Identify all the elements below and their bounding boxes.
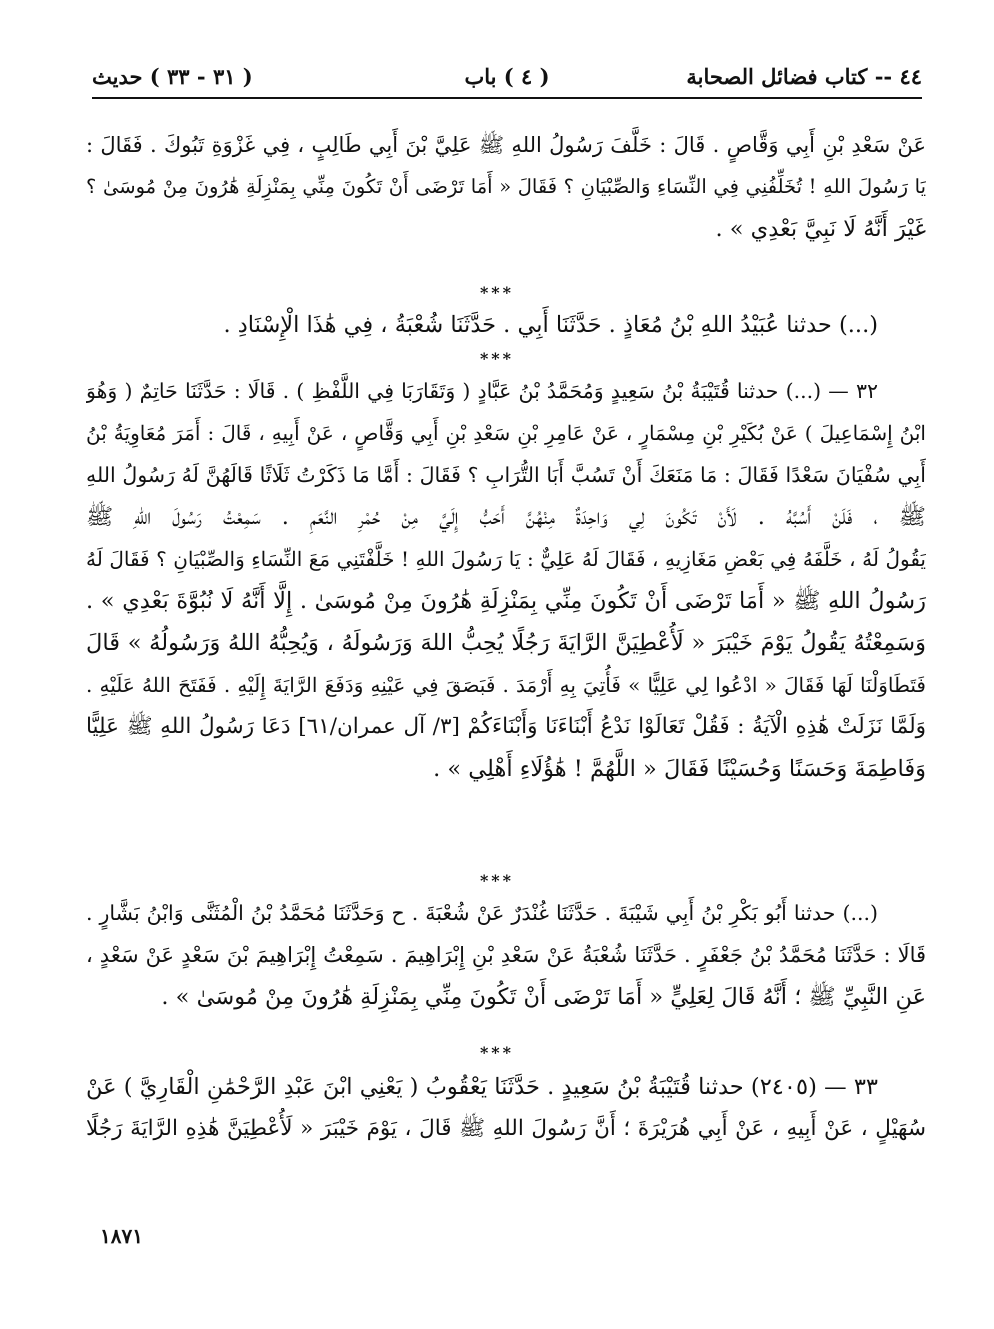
hadith-32 [86,370,926,790]
text-line: غَيْرَ أَنَّهُ لَا نَبِيَّ بَعْدِي » . [715,216,926,242]
header-chapter: ( ٤ ) باب [464,64,550,89]
section-separator: *** [479,283,515,302]
text-line: سُهَيْلٍ ، عَنْ أَبِيهِ ، عَنْ أَبِي هُرَيْرَةَ ؛ أَنَّ رَسُولَ اللهِ ﷺ قَالَ ، يَوْمَ خَيْبَرَ « لَأُعْطِيَنَّ هَٰذِهِ الرَّايَةَ رَجُلًا [86,1116,926,1141]
section-separator: *** [479,1043,515,1062]
text-line: رَسُولُ اللهِ ﷺ « أَمَا تَرْضَى أَنْ تَكُونَ مِنِّي بِمَنْزِلَةِ هَٰرُونَ مِنْ مُوسَىٰ . إِلَّا أَنَّهُ لَا نُبُوَّةَ بَعْدِي » . [86,588,926,614]
header-rule [92,97,922,99]
text-line: يَا رَسُولَ اللهِ ! تُخَلِّفُنِي فِي النِّسَاءِ وَالصِّبْيَانِ ؟ فَقَالَ « أَمَا تَرْضَى أَنْ تَكُونَ مِنِّي بِمَنْزِلَةِ هَٰرُونَ مِنْ مُوسَىٰ ؟ [86,175,926,198]
text-line: ابْنُ إِسْمَاعِيلَ ) عَنْ بُكَيْرِ بْنِ مِسْمَارٍ ، عَنْ عَامِرِ بْنِ سَعْدِ بْنِ أَبِي وَقَّاصٍ ، عَنْ أَبِيهِ ، قَالَ : أَمَرَ مُعَاوِيَةُ بْنُ [86,421,926,445]
text-line: ﷺ ، فَلَنْ أَسُبَّهُ . لَأَنْ تَكُونَ لِي وَاحِدَةٌ مِنْهُنَّ أَحَبُّ إِلَيَّ مِنْ حُمْرِ النَّعَمِ . سَمِعْتُ رَسُولَ اللهِ ﷺ [86,504,926,530]
text-line: يَقُولُ لَهُ ، خَلَّفَهُ فِي بَعْضِ مَغَازِيهِ ، فَقَالَ لَهُ عَلِيٌّ : يَا رَسُولَ اللهِ ! خَلَّفْتَنِي مَعَ النِّسَاءِ وَالصِّبْيَانِ ؟ فَقَالَ لَهُ [86,547,926,571]
hadith-33 [86,1066,926,1150]
paragraph-2 [86,304,926,346]
text-line: (...) حدثنا أَبُو بَكْرِ بْنُ أَبِي شَيْبَةَ . حَدَّثَنَا غُنْدَرٌ عَنْ شُعْبَةَ . ح وَحَدَّثَنَا مُحَمَّدُ بْنُ الْمُثَنَّى وَابْنُ بَشَّارٍ . [86,901,878,925]
text-line: فَتَطَاوَلْنَا لَهَا فَقَالَ « ادْعُوا لِي عَلِيًّا » فَأُتِيَ بِهِ أَرْمَدَ . فَبَصَقَ فِي عَيْنِهِ وَدَفَعَ الرَّايَةَ إِلَيْهِ . فَفَتَحَ اللهُ عَلَيْهِ . [86,673,926,697]
running-header [92,60,922,94]
text-line: وَلَمَّا نَزَلَتْ هَٰذِهِ الْآيَةُ : فَقُلْ تَعَالَوْا نَدْعُ أَبْنَاءَنَا وَأَبْنَاءَكُمْ [٣/ آل عمران/٦١] دَعَا رَسُولُ اللهِ ﷺ عَلِيًّا [86,714,926,739]
header-book-title: ٤٤ -- كتاب فضائل الصحابة [686,64,922,89]
text-line: (...) حدثنا عُبَيْدُ اللهِ بْنُ مُعَاذٍ . حَدَّثَنَا أَبِي . حَدَّثَنَا شُعْبَةُ ، فِي هَٰذَا الْإِسْنَادِ . [223,312,878,338]
text-line: ٣٣ — (٢٤٠٥) حدثنا قُتَيْبَةُ بْنُ سَعِيدٍ . حَدَّثَنَا يَعْقُوبُ ( يَعْنِي ابْنَ عَبْدِ الرَّحْمَٰنِ الْقَارِيَّ ) عَنْ [86,1074,878,1100]
header-hadith-range: ( ٣١ - ٣٣ ) حديث [92,64,253,89]
text-line: وَسَمِعْتُهُ يَقُولُ يَوْمَ خَيْبَرَ « لَأُعْطِيَنَّ الرَّايَةَ رَجُلًا يُحِبُّ اللهَ وَرَسُولَهُ ، وَيُحِبُّهُ اللهُ وَرَسُولُهُ » قَالَ [86,630,926,656]
text-line: قَالَا : حَدَّثَنَا مُحَمَّدُ بْنُ جَعْفَرٍ . حَدَّثَنَا شُعْبَةُ عَنْ سَعْدِ بْنِ إِبْرَاهِيمَ . سَمِعْتُ إِبْرَاهِيمَ بْنَ سَعْدٍ عَنْ سَعْدٍ ، [86,943,926,967]
text-line: وَفَاطِمَةَ وَحَسَنًا وَحُسَيْنًا فَقَالَ « اللَّهُمَّ ! هَٰؤُلَاءِ أَهْلِي » . [433,756,926,782]
text-line: عَنِ النَّبِيِّ ﷺ ؛ أَنَّهُ قَالَ لِعَلِيٍّ « أَمَا تَرْضَى أَنْ تَكُونَ مِنِّي بِمَنْزِلَةِ هَٰرُونَ مِنْ مُوسَىٰ » . [161,984,926,1010]
section-separator: *** [479,871,515,890]
page-number: ١٨٧١ [100,1224,143,1248]
text-line: أَبِي سُفْيَانَ سَعْدًا فَقَالَ : مَا مَنَعَكَ أَنْ تَسُبَّ أَبَا التُّرَابِ ؟ فَقَالَ : أَمَّا مَا ذَكَرْتُ ثَلَاثًا قَالَهُنَّ لَهُ رَسُولُ اللهِ [86,463,926,487]
paragraph-1 [86,124,926,250]
section-separator: *** [479,349,515,368]
text-line: ٣٢ — (...) حدثنا قُتَيْبَةُ بْنُ سَعِيدٍ وَمُحَمَّدُ بْنُ عَبَّادٍ ( وَتَقَارَبَا فِي اللَّفْظِ ) . قَالَا : حَدَّثَنَا حَاتِمٌ ( وَهُوَ [86,379,878,403]
paragraph-4 [86,892,926,1018]
text-line: عَنْ سَعْدِ بْنِ أَبِي وَقَّاصٍ . قَالَ : خَلَّفَ رَسُولُ اللهِ ﷺ عَلِيَّ بْنَ أَبِي طَالِبٍ ، فِي غَزْوَةِ تَبُوكَ . فَقَالَ : [86,133,926,157]
